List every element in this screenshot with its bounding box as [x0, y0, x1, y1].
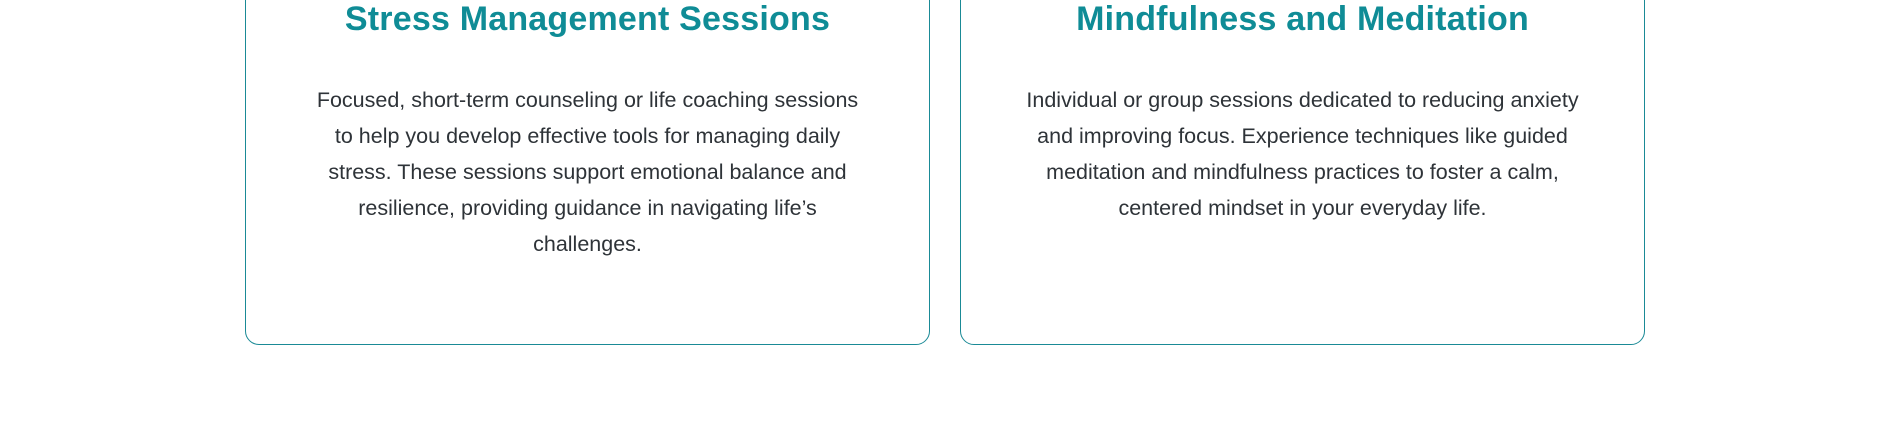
service-card-title: Stress Management Sessions — [344, 0, 831, 38]
service-card[interactable] — [960, 0, 1645, 345]
service-card[interactable] — [245, 0, 930, 345]
service-card-title: Mindfulness and Meditation — [1076, 0, 1529, 38]
service-card-description: Focused, short-term counseling or life coaching sessions to help you develop effective tools for managing daily stress. These sessions support emotional balance and resilience, providing guidance in navigating life’s challenges. — [316, 87, 859, 257]
service-card-description: Individual or group sessions dedicated to reducing anxiety and improving focus. Experience techniques like guided meditation and mindfulness practices to foster a calm, centered mindset in your everyday life. — [1026, 87, 1579, 221]
